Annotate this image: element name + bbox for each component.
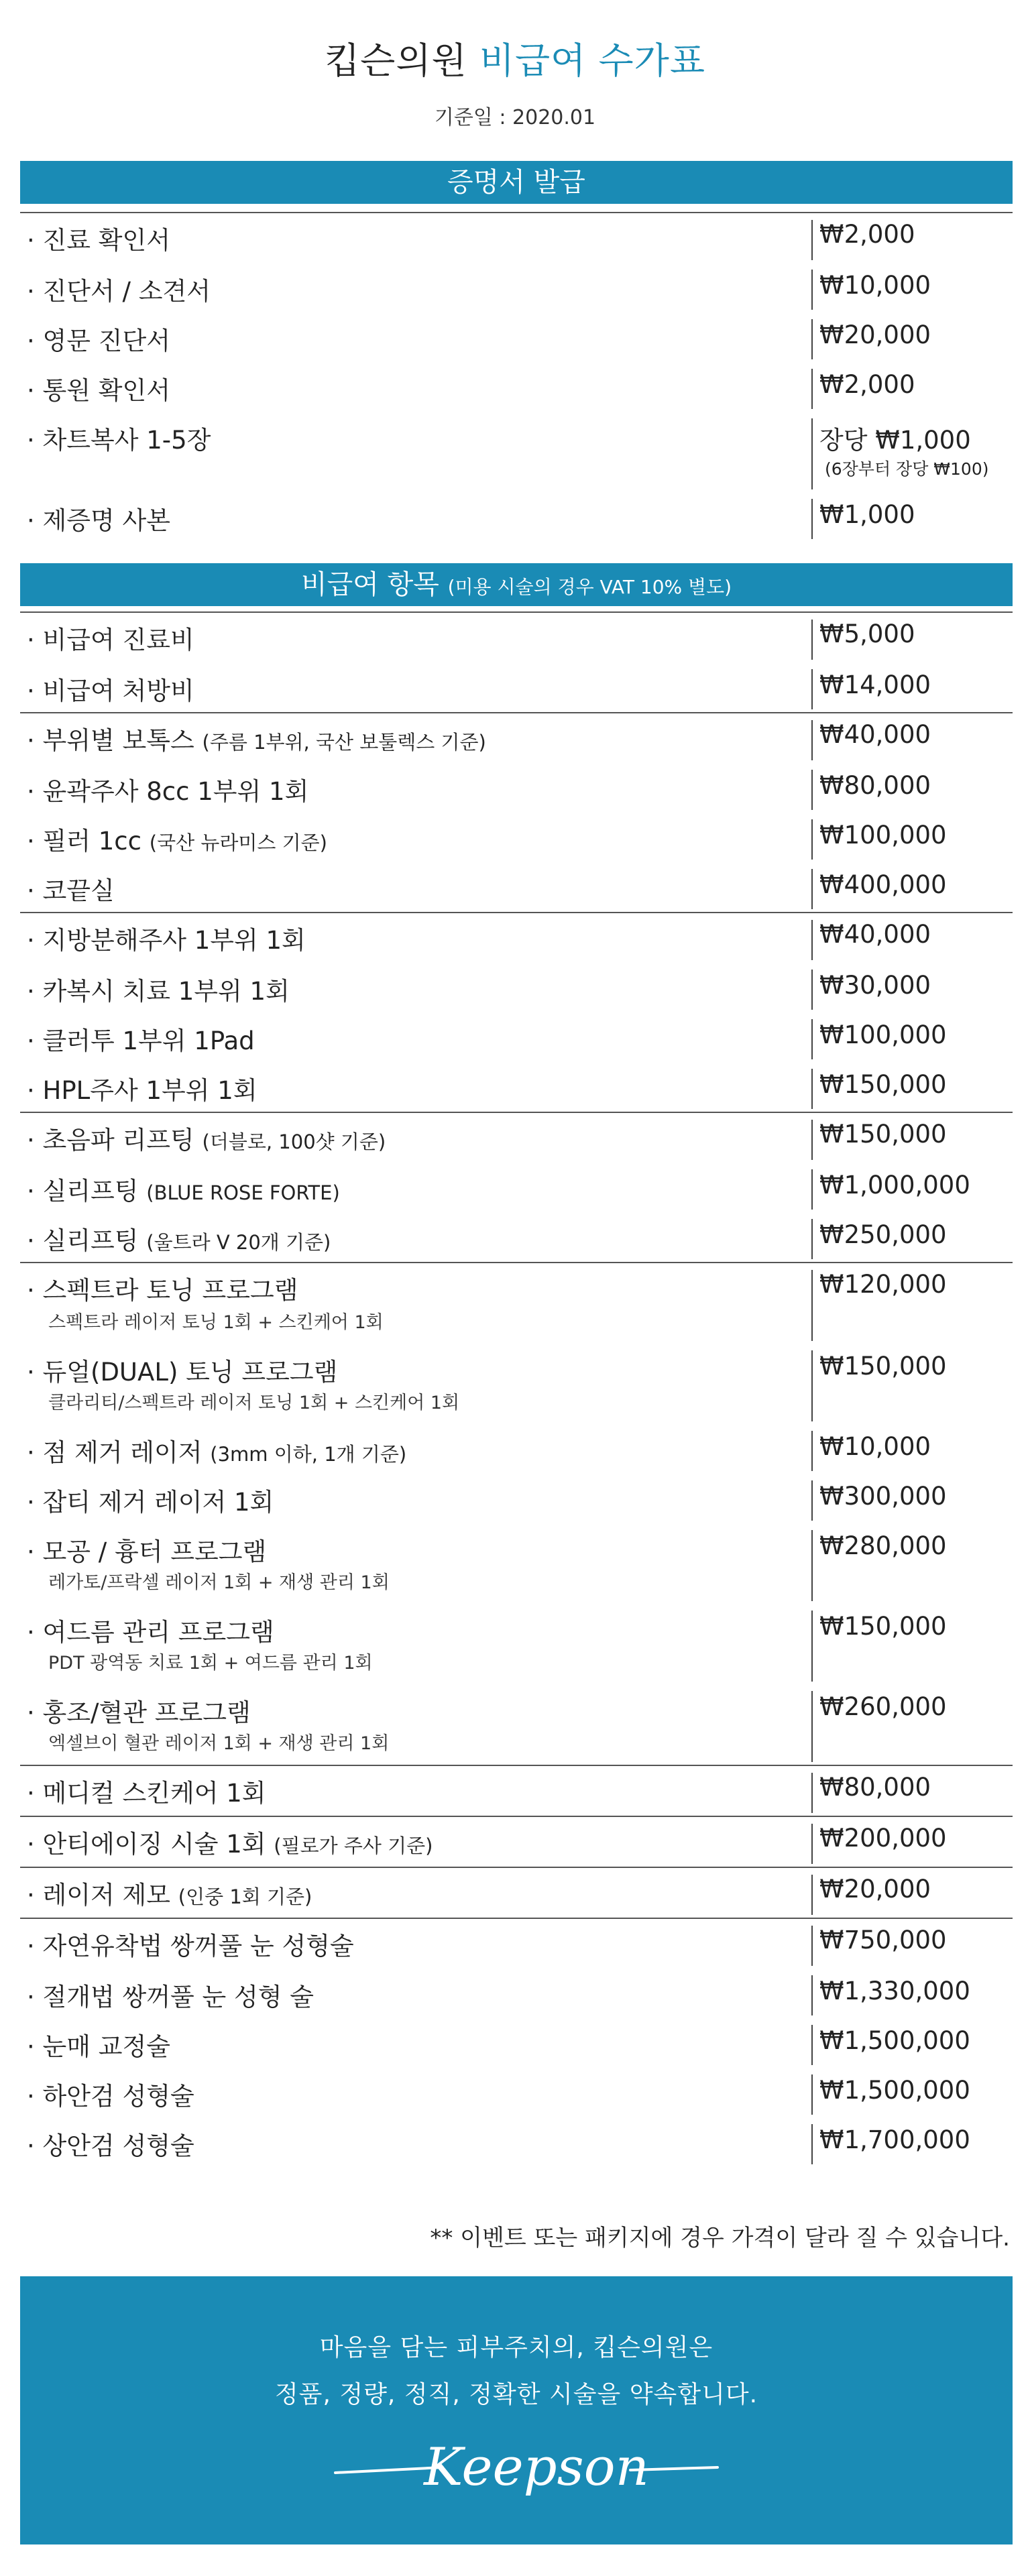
item-name: · 여드름 관리 프로그램: [27, 1618, 274, 1647]
item-note: (국산 뉴라미스 기준): [149, 831, 327, 854]
item-price: ₩150,000: [819, 1612, 947, 1641]
item-name: · 부위별 보톡스 (주름 1부위, 국산 보툴렉스 기준): [27, 726, 486, 755]
item-name: · 비급여 진료비: [27, 626, 194, 654]
column-divider: [811, 1219, 813, 1259]
column-divider: [811, 920, 813, 960]
section-title: 비급여 항목: [300, 569, 439, 600]
table-row: [20, 263, 1013, 312]
item-price: ₩30,000: [819, 971, 931, 1000]
item-price: ₩250,000: [819, 1220, 947, 1249]
item-price: ₩120,000: [819, 1270, 947, 1299]
item-price: ₩100,000: [819, 821, 947, 850]
item-name: · 듀얼(DUAL) 토닝 프로그램: [27, 1358, 338, 1387]
column-divider: [811, 499, 813, 539]
price-disclaimer: ** 이벤트 또는 패키지에 경우 가격이 달라 질 수 있습니다.: [430, 2225, 1010, 2251]
column-divider: [811, 720, 813, 760]
column-divider: [811, 1773, 813, 1813]
table-row: [20, 212, 1013, 263]
column-divider: [811, 1431, 813, 1471]
table-row: [20, 912, 1013, 963]
table-row: [20, 2117, 1013, 2167]
column-divider: [811, 2025, 813, 2065]
item-note: (주름 1부위, 국산 보툴렉스 기준): [202, 731, 486, 754]
item-price: ₩40,000: [819, 720, 931, 749]
item-price: ₩10,000: [819, 1432, 931, 1461]
table-row: [20, 1262, 1013, 1344]
column-divider: [811, 1875, 813, 1915]
item-detail: PDT 광역동 치료 1회 + 여드름 관리 1회: [48, 1653, 373, 1674]
table-row: [20, 1867, 1013, 1918]
item-price: ₩5,000: [819, 620, 915, 648]
item-name: · 비급여 처방비: [27, 677, 194, 705]
table-row: [20, 1212, 1013, 1262]
column-divider: [811, 2124, 813, 2164]
column-divider: [811, 1530, 813, 1601]
item-price: ₩400,000: [819, 870, 947, 899]
item-price: ₩1,330,000: [819, 1977, 970, 2005]
item-name: · 필러 1cc (국산 뉴라미스 기준): [27, 827, 327, 856]
column-divider: [811, 1691, 813, 1762]
column-divider: [811, 819, 813, 860]
table-row: [20, 611, 1013, 662]
item-name: · 상안검 성형술: [27, 2131, 194, 2160]
footer-slogan-line1: 마음을 담는 피부주치의, 킵슨의원은: [319, 2334, 713, 2361]
column-divider: [811, 1480, 813, 1521]
table-row: [20, 1112, 1013, 1163]
column-divider: [811, 1926, 813, 1966]
table-row: [20, 1918, 1013, 1969]
column-divider: [811, 1169, 813, 1210]
column-divider: [811, 1975, 813, 2015]
column-divider: [811, 418, 813, 489]
footer-banner: [20, 2276, 1013, 2544]
item-note: (BLUE ROSE FORTE): [146, 1181, 340, 1204]
item-price: ₩150,000: [819, 1120, 947, 1149]
item-note: (필로가 주사 기준): [274, 1834, 433, 1857]
item-detail: 레가토/프락셀 레이저 1회 + 재생 관리 1회: [48, 1572, 390, 1593]
item-price: ₩80,000: [819, 1773, 931, 1802]
column-divider: [811, 1120, 813, 1160]
table-row: [20, 312, 1013, 362]
item-price: ₩1,000,000: [819, 1171, 970, 1199]
item-name: · 잡티 제거 레이저 1회: [27, 1488, 274, 1517]
item-price: ₩1,500,000: [819, 2076, 970, 2105]
table-row: [20, 1816, 1013, 1867]
item-name: · HPL주사 1부위 1회: [27, 1076, 258, 1105]
item-name: · 자연유착법 쌍꺼풀 눈 성형술: [27, 1932, 354, 1960]
item-price: ₩2,000: [819, 370, 915, 399]
item-note: (더블로, 100샷 기준): [202, 1130, 386, 1153]
column-divider: [811, 620, 813, 660]
item-name: · 클러투 1부위 1Pad: [27, 1027, 255, 1055]
table-row: [20, 1604, 1013, 1684]
item-price: ₩1,500,000: [819, 2026, 970, 2055]
item-note: (3mm 이하, 1개 기준): [210, 1443, 407, 1466]
item-price-note: (6장부터 장당 ₩100): [825, 459, 989, 479]
item-detail: 엑셀브이 혈관 레이저 1회 + 재생 관리 1회: [48, 1733, 390, 1754]
table-row: [20, 813, 1013, 862]
table-row: [20, 1523, 1013, 1604]
column-divider: [811, 669, 813, 709]
column-divider: [811, 1069, 813, 1109]
item-note: (인중 1회 기준): [178, 1885, 312, 1908]
item-detail: 스펙트라 레이저 토닝 1회 + 스킨케어 1회: [48, 1312, 384, 1333]
item-name: · 진료 확인서: [27, 226, 170, 255]
table-row: [20, 2018, 1013, 2068]
item-name: · 하안검 성형술: [27, 2082, 194, 2111]
column-divider: [811, 220, 813, 260]
signature-text: Keepson: [424, 2437, 649, 2498]
table-row: [20, 662, 1013, 712]
column-divider: [811, 970, 813, 1010]
item-name: · 메디컬 스킨케어 1회: [27, 1779, 266, 1808]
title-accent: 비급여 수가표: [479, 40, 705, 82]
item-name: · 모공 / 흉터 프로그램: [27, 1537, 267, 1566]
item-name: · 윤곽주사 8cc 1부위 1회: [27, 777, 309, 806]
item-name: · 초음파 리프팅 (더블로, 100샷 기준): [27, 1126, 386, 1155]
item-price: ₩40,000: [819, 920, 931, 949]
footer-slogan-line2: 정품, 정량, 정직, 정확한 시술을 약속합니다.: [274, 2381, 758, 2408]
column-divider: [811, 1824, 813, 1864]
item-name: · 점 제거 레이저 (3mm 이하, 1개 기준): [27, 1438, 407, 1467]
table-row: [20, 1765, 1013, 1816]
certificates-table: [20, 212, 1013, 542]
item-name: · 차트복사 1-5장: [27, 426, 211, 455]
column-divider: [811, 270, 813, 310]
item-price: ₩80,000: [819, 771, 931, 800]
item-name: · 제증명 사본: [27, 506, 170, 535]
table-row: [20, 1474, 1013, 1523]
item-name: · 홍조/혈관 프로그램: [27, 1698, 251, 1727]
item-price: ₩260,000: [819, 1692, 947, 1721]
column-divider: [811, 319, 813, 359]
item-price: ₩200,000: [819, 1824, 947, 1853]
item-name: · 지방분해주사 1부위 1회: [27, 926, 306, 955]
item-price: ₩280,000: [819, 1531, 947, 1560]
section-header-certificates: [20, 161, 1013, 204]
table-row: [20, 1969, 1013, 2018]
item-name: · 절개법 쌍꺼풀 눈 성형 술: [27, 1983, 314, 2011]
column-divider: [811, 869, 813, 909]
item-name: · 진단서 / 소견서: [27, 277, 211, 306]
column-divider: [811, 2074, 813, 2115]
table-row: [20, 1424, 1013, 1474]
page-title: [0, 32, 1030, 84]
item-name: · 스펙트라 토닝 프로그램: [27, 1276, 298, 1305]
item-price: ₩1,000: [819, 500, 915, 529]
item-name: · 눈매 교정술: [27, 2032, 170, 2061]
item-price: ₩100,000: [819, 1020, 947, 1049]
item-price: ₩300,000: [819, 1482, 947, 1511]
column-divider: [811, 1270, 813, 1341]
item-name: · 영문 진단서: [27, 327, 170, 355]
item-price: ₩10,000: [819, 271, 931, 300]
table-row: [20, 362, 1013, 412]
item-price: 장당 ₩1,000: [819, 426, 971, 455]
item-price: ₩1,700,000: [819, 2125, 970, 2154]
item-price: ₩20,000: [819, 1875, 931, 1904]
table-row: [20, 1344, 1013, 1424]
table-row: [20, 2068, 1013, 2117]
table-row: [20, 1062, 1013, 1112]
table-row: [20, 763, 1013, 813]
item-note: (울트라 V 20개 기준): [146, 1231, 331, 1254]
table-row: [20, 1163, 1013, 1212]
item-name: · 카복시 치료 1부위 1회: [27, 977, 290, 1006]
column-divider: [811, 1611, 813, 1682]
item-detail: 클라리티/스펙트라 레이저 토닝 1회 + 스킨케어 1회: [48, 1393, 460, 1413]
item-price: ₩150,000: [819, 1352, 947, 1381]
section-note: (미용 시술의 경우 VAT 10% 별도): [447, 576, 732, 598]
item-price: ₩20,000: [819, 320, 931, 349]
item-price: ₩14,000: [819, 670, 931, 699]
item-price: ₩750,000: [819, 1926, 947, 1954]
table-row: [20, 712, 1013, 763]
table-row: [20, 412, 1013, 492]
item-name: · 코끝실: [27, 876, 115, 905]
item-price: ₩150,000: [819, 1070, 947, 1099]
item-name: · 실리프팅 (울트라 V 20개 기준): [27, 1226, 331, 1255]
section-title: 증명서 발급: [447, 167, 585, 198]
column-divider: [811, 1019, 813, 1059]
item-name: · 실리프팅 (BLUE ROSE FORTE): [27, 1177, 340, 1206]
table-row: [20, 1012, 1013, 1062]
clinic-name: 킵슨의원: [325, 40, 467, 82]
section-header-non-covered: [20, 563, 1013, 606]
table-row: [20, 1684, 1013, 1765]
item-name: · 레이저 제모 (인중 1회 기준): [27, 1881, 312, 1910]
item-price: ₩2,000: [819, 220, 915, 249]
column-divider: [811, 1350, 813, 1421]
column-divider: [811, 369, 813, 409]
base-date: 기준일 : 2020.01: [434, 106, 596, 129]
non-covered-table: [20, 611, 1013, 2167]
table-row: [20, 862, 1013, 912]
table-row: [20, 963, 1013, 1012]
table-row: [20, 492, 1013, 542]
item-name: · 안티에이징 시술 1회 (필로가 주사 기준): [27, 1830, 433, 1859]
column-divider: [811, 770, 813, 810]
signature-logo: [315, 2420, 731, 2508]
item-name: · 통원 확인서: [27, 376, 170, 405]
